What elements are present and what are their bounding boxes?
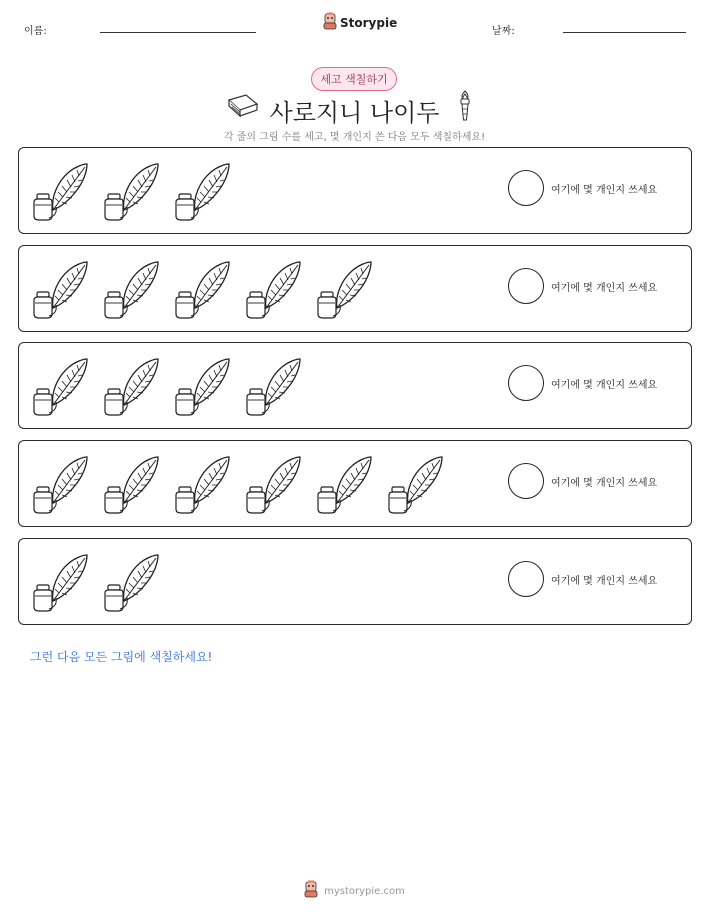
- date-line[interactable]: [563, 32, 686, 33]
- quill-inkwell-icon[interactable]: [313, 252, 377, 326]
- date-label: 날짜:: [492, 26, 515, 37]
- brand: [323, 12, 397, 34]
- storypie-logo-icon: [304, 880, 318, 902]
- answer-circle[interactable]: [508, 268, 544, 304]
- quill-inkwell-icon[interactable]: [100, 349, 164, 423]
- quill-inkwell-icon[interactable]: [100, 447, 164, 521]
- answer-hint: 여기에 몇 개인지 쓰세요: [551, 283, 658, 294]
- instructions: 각 줄의 그림 수를 세고, 몇 개인지 쓴 다음 모두 색칠하세요!: [223, 132, 486, 143]
- quill-inkwell-icon[interactable]: [313, 447, 377, 521]
- name-label: 이름:: [24, 26, 47, 37]
- page-title: 사로지니 나이두: [269, 99, 440, 127]
- count-row: [18, 342, 692, 429]
- answer-hint: 여기에 몇 개인지 쓰세요: [551, 185, 658, 196]
- quill-inkwell-icon[interactable]: [100, 545, 164, 619]
- quill-inkwell-icon[interactable]: [171, 154, 235, 228]
- quill-inkwell-icon[interactable]: [242, 349, 306, 423]
- torch-icon: [458, 90, 472, 126]
- quill-inkwell-icon[interactable]: [171, 447, 235, 521]
- count-row: [18, 538, 692, 625]
- quill-inkwell-icon[interactable]: [29, 349, 93, 423]
- quill-inkwell-icon[interactable]: [29, 447, 93, 521]
- answer-circle[interactable]: [508, 561, 544, 597]
- brand-name: Storypie: [340, 16, 398, 30]
- quill-inkwell-icon[interactable]: [171, 349, 235, 423]
- count-row: [18, 147, 692, 234]
- quill-inkwell-icon[interactable]: [100, 154, 164, 228]
- quill-inkwell-icon[interactable]: [171, 252, 235, 326]
- count-row: [18, 440, 692, 527]
- quill-inkwell-icon[interactable]: [384, 447, 448, 521]
- worksheet-type-badge: 세고 색칠하기: [311, 67, 397, 91]
- site-url[interactable]: mystorypie.com: [324, 885, 405, 897]
- quill-inkwell-icon[interactable]: [242, 252, 306, 326]
- site-footer: [0, 880, 709, 902]
- answer-circle[interactable]: [508, 170, 544, 206]
- answer-hint: 여기에 몇 개인지 쓰세요: [551, 380, 658, 391]
- quill-inkwell-icon[interactable]: [29, 154, 93, 228]
- count-row: [18, 245, 692, 332]
- name-line[interactable]: [100, 32, 256, 33]
- storypie-logo-icon: [323, 12, 337, 34]
- answer-hint: 여기에 몇 개인지 쓰세요: [551, 478, 658, 489]
- answer-circle[interactable]: [508, 365, 544, 401]
- quill-inkwell-icon[interactable]: [100, 252, 164, 326]
- quill-inkwell-icon[interactable]: [29, 545, 93, 619]
- answer-hint: 여기에 몇 개인지 쓰세요: [551, 576, 658, 587]
- answer-circle[interactable]: [508, 463, 544, 499]
- quill-inkwell-icon[interactable]: [242, 447, 306, 521]
- quill-inkwell-icon[interactable]: [29, 252, 93, 326]
- coloring-instruction: 그런 다음 모든 그림에 색칠하세요!: [30, 650, 213, 664]
